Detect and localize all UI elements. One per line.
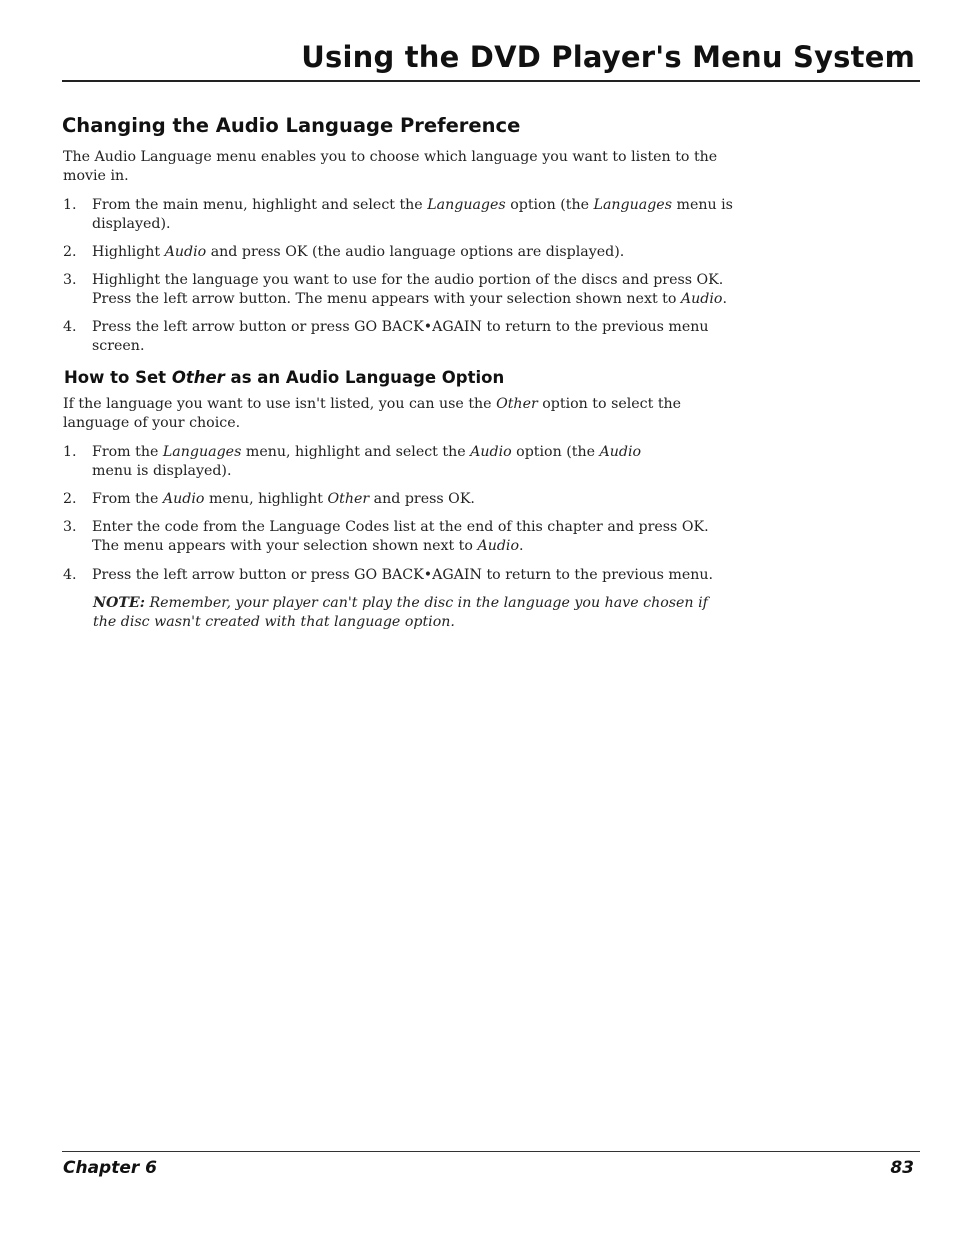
footer-chapter: Chapter 6 [63,1158,158,1178]
step-text: Press the left arrow button or press GO BACK•AGAIN to return to the previous menu screen. [92,319,709,354]
step-number: 2. [63,491,77,507]
step-text: Highlight Audio and press OK (the audio language options are displayed). [92,244,625,260]
step-text: Press the left arrow button or press GO BACK•AGAIN to return to the previous menu. [92,567,714,583]
step-text: From the main menu, highlight and select the Languages option (the Languages menu is displayed). [92,197,733,232]
step-text: From the Audio menu, highlight Other and press OK. [92,491,475,507]
list-item [63,566,743,585]
step-text: Highlight the language you want to use for the audio portion of the discs and press OK. Press the left arrow button. The menu appears with your selection shown next to Audio. [92,272,727,307]
list-item [63,196,743,234]
step-number: 1. [63,444,77,460]
section-heading-other-option: How to Set Other as an Audio Language Option [64,368,505,387]
step-text: From the Languages menu, highlight and select the Audio option (the Audio menu is displayed). [92,444,642,479]
step-text: Enter the code from the Language Codes list at the end of this chapter and press OK. The menu appears with your selection shown next to Audio. [92,519,709,554]
page-number: 83 [890,1158,914,1178]
step-number: 1. [63,197,77,213]
note [93,594,713,632]
section-heading-audio-language: Changing the Audio Language Preference [62,114,521,137]
title-divider [62,80,920,82]
list-item [63,518,743,556]
step-number: 2. [63,244,77,260]
step-number: 4. [63,319,77,335]
step-number: 3. [63,519,77,535]
list-item [63,443,743,481]
section2-intro: If the language you want to use isn't listed, you can use the Other option to select the language of your choice. [63,396,682,431]
footer-divider [62,1151,920,1152]
page-title: Using the DVD Player's Menu System [301,40,915,74]
section1-intro: The Audio Language menu enables you to choose which language you want to listen to the movie in. [63,149,718,184]
list-item [63,243,743,262]
step-number: 3. [63,272,77,288]
note-label: NOTE: [93,595,145,611]
list-item [63,271,743,309]
note-text: Remember, your player can't play the disc in the language you have chosen if the disc wasn't created with that language option. [93,595,708,630]
list-item [63,318,743,356]
step-number: 4. [63,567,77,583]
list-item [63,490,743,509]
